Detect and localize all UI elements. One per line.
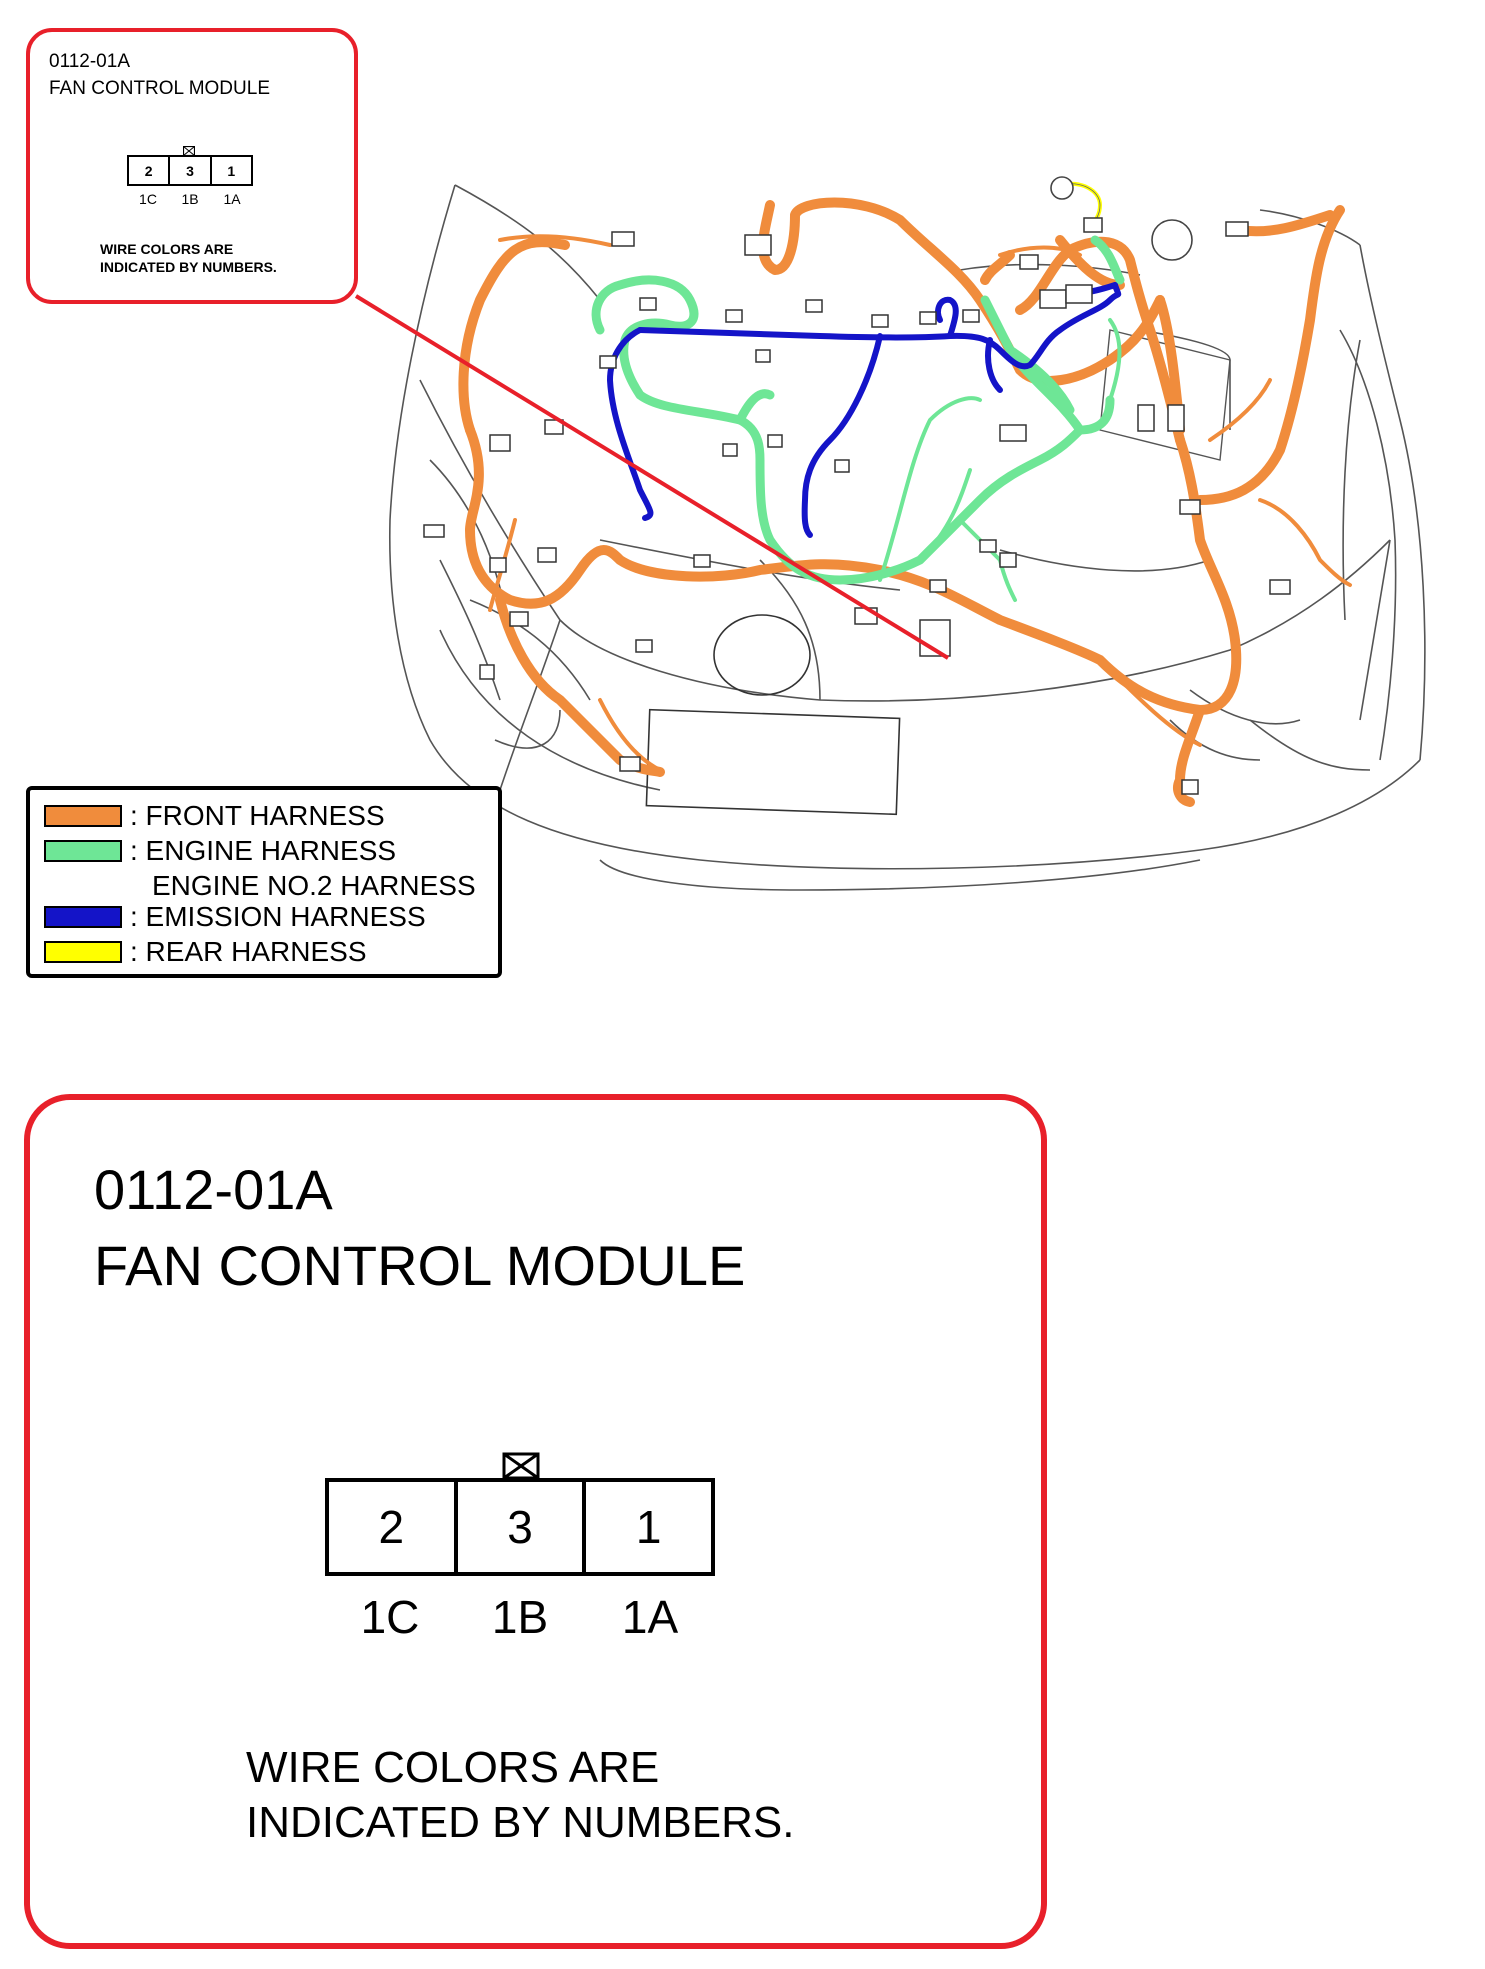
legend-swatch <box>44 805 122 827</box>
legend-item-engine-harness <box>44 837 396 865</box>
legend-label: : ENGINE HARNESS <box>130 835 397 866</box>
grommet-outline <box>1051 177 1073 199</box>
legend-label: : REAR HARNESS <box>130 936 367 967</box>
connector-code: 0112-01A <box>49 51 130 72</box>
legend-item-emission-harness <box>44 903 426 931</box>
connector-pin-labels-large <box>325 1590 715 1644</box>
wire-color-note-line2: INDICATED BY NUMBERS. <box>100 259 277 275</box>
connector-pin: 3 <box>458 1482 587 1572</box>
wire-color-note-line2-large: INDICATED BY NUMBERS. <box>246 1798 795 1847</box>
pin-label: 1C <box>139 191 157 207</box>
connector-name-large: FAN CONTROL MODULE <box>94 1234 746 1297</box>
grommet-outline-2 <box>1152 220 1192 260</box>
harness-legend <box>26 786 502 978</box>
legend-label: : EMISSION HARNESS <box>130 901 426 932</box>
pin-label: 1C <box>360 1591 420 1643</box>
legend-swatch <box>44 941 122 963</box>
pin-label: 1A <box>621 1591 679 1643</box>
connector-pin-labels <box>127 191 253 207</box>
car-body-outline <box>390 185 1425 890</box>
legend-label: : FRONT HARNESS <box>130 800 385 831</box>
connector-lock-icon <box>502 1452 540 1480</box>
legend-item-front-harness <box>44 802 385 830</box>
legend-swatch <box>44 906 122 928</box>
license-plate-outline <box>646 710 899 815</box>
legend-swatch <box>44 840 122 862</box>
connector-callout-large <box>24 1094 1047 1949</box>
wire-color-note-line1: WIRE COLORS ARE <box>100 241 234 257</box>
connector-name: FAN CONTROL MODULE <box>49 78 270 99</box>
connector-pin: 3 <box>170 157 211 184</box>
wire-color-note-line1-large: WIRE COLORS ARE <box>246 1743 660 1792</box>
connector-callout-small <box>26 28 358 304</box>
legend-label-engine-no2: ENGINE NO.2 HARNESS <box>152 870 476 901</box>
pin-label: 1B <box>491 1591 549 1643</box>
connector-pin: 2 <box>129 157 170 184</box>
connector-code-large: 0112-01A <box>94 1158 333 1221</box>
pin-label: 1B <box>181 191 199 207</box>
connector-pin: 2 <box>329 1482 458 1572</box>
connector-face-large <box>325 1478 715 1576</box>
connector-face <box>127 155 253 186</box>
legend-item-rear-harness <box>44 938 367 966</box>
connector-pin: 1 <box>635 1501 662 1553</box>
grille-emblem-outline <box>714 615 810 695</box>
connector-pin: 1 <box>227 162 236 179</box>
pin-label: 1A <box>223 191 241 207</box>
